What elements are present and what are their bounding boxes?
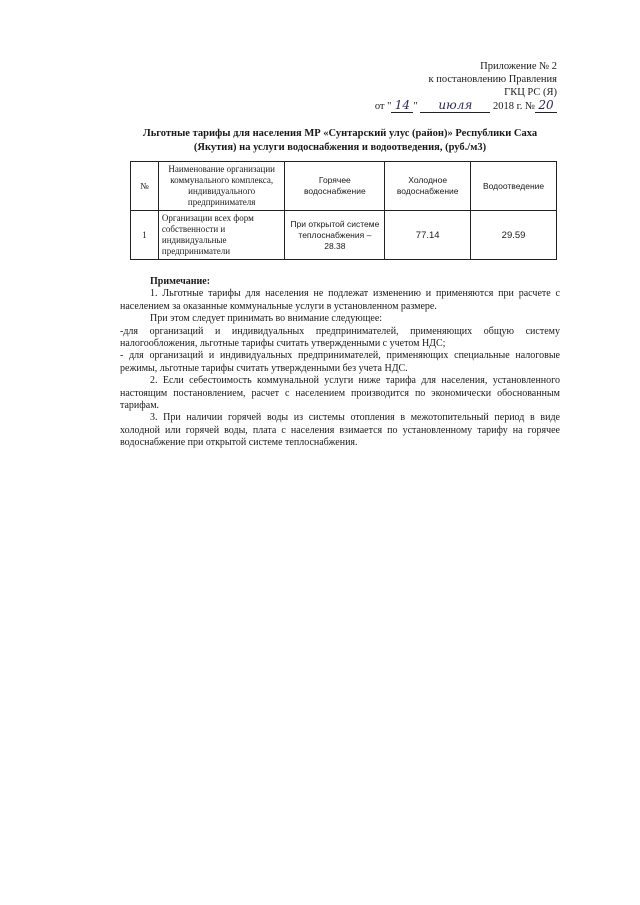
date-year: 2018 г. № (492, 101, 535, 112)
note-paragraph-6: 3. При наличии горячей воды из системы отопления в межотопительный период в виде холодной или горячей воды, плата с населения взимается по установленному тарифу на горячее водоснабжение при открытой системе теплоснабжения. (120, 412, 560, 449)
header-organization: Наименование организации коммунального комплекса, индивидуального предпринимателя (158, 162, 285, 211)
appendix-resolution: к постановлению Правления (428, 74, 557, 85)
note-paragraph-4: - для организаций и индивидуальных предпринимателей, применяющих специальные налоговые режимы, льготные тарифы считать утвержденными без учета НДС. (120, 350, 560, 374)
date-prefix: от " (374, 101, 392, 112)
resolution-number-handwritten: 20 (535, 99, 557, 113)
table-row (131, 211, 557, 260)
table-header-row (131, 162, 557, 211)
tariff-table (130, 161, 557, 260)
notes-heading: Примечание: (150, 276, 211, 287)
header-hot-water: Горячее водоснабжение (285, 162, 385, 211)
row-hot-water: При открытой системе теплоснабжения – 28.38 (285, 211, 385, 260)
row-cold-water: 77.14 (385, 211, 471, 260)
document-title: Льготные тарифы для населения МР «Сунтарский улус (район)» Республики Саха (Якутия) на услуги водоснабжения и водоотведения, (руб./м3) (142, 128, 538, 153)
note-paragraph-2: При этом следует принимать во внимание следующее: (150, 313, 383, 325)
header-cold-water: Холодное водоснабжение (385, 162, 471, 211)
notes-section (120, 276, 560, 450)
appendix-header (375, 60, 557, 113)
header-number: № (131, 162, 159, 211)
date-month-handwritten: июля (420, 99, 490, 113)
row-number: 1 (131, 211, 159, 260)
note-paragraph-5: 2. Если себестоимость коммунальной услуги ниже тарифа для населения, установленного настоящим постановлением, расчет с населением производится по экономически обоснованным тарифам. (120, 375, 560, 412)
date-day-handwritten: 14 (391, 99, 413, 113)
header-wastewater: Водоотведение (471, 162, 557, 211)
row-organization: Организации всех форм собственности и индивидуальные предприниматели (158, 211, 285, 260)
appendix-authority: ГКЦ РС (Я) (504, 87, 557, 98)
note-paragraph-3: -для организаций и индивидуальных предпринимателей, применяющих общую систему налогообложения, льготные тарифы считать утвержденными с учетом НДС; (120, 325, 560, 350)
appendix-date-line (375, 99, 557, 113)
row-wastewater: 29.59 (471, 211, 557, 260)
date-quote: " (413, 101, 418, 112)
note-paragraph-1: 1. Льготные тарифы для населения не подлежат изменению и применяются при расчете с населением за оказанные коммунальные услуги в установленном размере. (120, 288, 560, 312)
appendix-number: Приложение № 2 (480, 61, 557, 72)
